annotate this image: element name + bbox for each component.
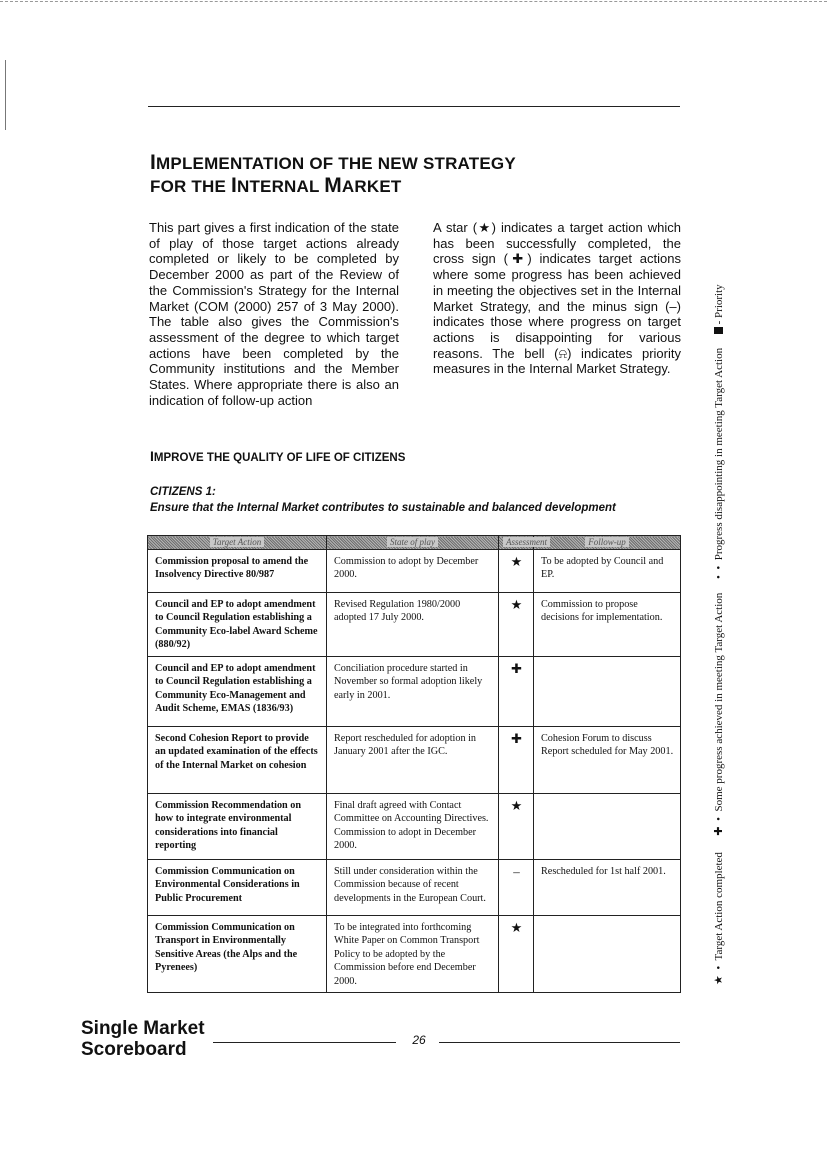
cell-assessment: ★ <box>499 794 534 860</box>
cell-action: Commission proposal to amend the Insolvency Directive 80/987 <box>148 550 327 593</box>
bell-icon <box>714 327 723 334</box>
section-heading: IMPROVE THE QUALITY OF LIFE OF CITIZENS <box>150 448 406 464</box>
legend-dot: • <box>713 811 725 824</box>
header-target-action: Target Action <box>148 536 327 550</box>
table-row <box>148 593 681 657</box>
page-title: IMPLEMENTATION OF THE NEW STRATEGY FOR THE INTERNAL MARKET <box>150 151 516 197</box>
side-legend <box>711 175 727 985</box>
cell-assessment: ✚ <box>499 657 534 727</box>
cell-state: Commission to adopt by December 2000. <box>327 550 499 593</box>
header-rule <box>148 106 680 107</box>
cell-action: Commission Recommendation on how to integrate environmental considerations into financial reporting <box>148 794 327 860</box>
legend-spacer <box>713 337 725 345</box>
citizens-label: CITIZENS 1: <box>150 486 216 498</box>
cell-assessment: ★ <box>499 550 534 593</box>
header-follow-up: Follow-up <box>534 536 681 550</box>
top-page-border <box>0 1 827 2</box>
legend-spacer <box>713 582 725 590</box>
cell-state: Still under consideration within the Commission because of recent developments in the European Court. <box>327 860 499 916</box>
legend-priority-label: Priority <box>713 284 725 318</box>
cell-followup <box>534 916 681 993</box>
legend-dot: • <box>713 960 725 973</box>
page-number: 26 <box>412 1033 426 1047</box>
footer-rule-right <box>439 1042 680 1043</box>
table-row <box>148 550 681 593</box>
footer-rule-left <box>213 1042 396 1043</box>
cell-assessment: ★ <box>499 593 534 657</box>
cell-followup: Commission to propose decisions for implementation. <box>534 593 681 657</box>
cell-state: Conciliation procedure started in November so formal adoption likely early in 2001. <box>327 657 499 727</box>
cell-state: Final draft agreed with Contact Committee on Accounting Directives. Commission to adopt in December 2000. <box>327 794 499 860</box>
table-row <box>148 860 681 916</box>
scan-mark-left <box>5 60 6 130</box>
cell-followup <box>534 657 681 727</box>
intro-left-column: This part gives a first indication of the state of play of those target actions already completed or likely to be completed by December 2000 as part of the Review of the Commission's Strategy for the Internal Market (COM (2000) 257 of 3 May 2000). The table also gives the Commission's assessment of the degree to which target actions have been completed by the Community institutions and the Member States. Where appropriate there is also an indication of follow-up action <box>149 220 399 408</box>
footer-title: Single Market Scoreboard <box>81 1018 205 1060</box>
table-header-row <box>148 536 681 550</box>
header-state-of-play: State of play <box>327 536 499 550</box>
table-row <box>148 916 681 993</box>
header-assessment: Assessment <box>499 536 534 550</box>
target-actions-table <box>147 535 681 993</box>
table-row <box>148 794 681 860</box>
cell-state: Report rescheduled for adoption in January 2001 after the IGC. <box>327 727 499 794</box>
minus-icon: • • <box>713 560 725 579</box>
star-icon: ★ <box>712 975 725 985</box>
cell-action: Council and EP to adopt amendment to Council Regulation establishing a Community Eco-label Award Scheme (880/92) <box>148 593 327 657</box>
table-row <box>148 727 681 794</box>
cell-state: Revised Regulation 1980/2000 adopted 17 July 2000. <box>327 593 499 657</box>
legend-minus-label: Progress disappointing in meeting Target Action <box>713 347 725 561</box>
cell-followup: Cohesion Forum to discuss Report scheduled for May 2001. <box>534 727 681 794</box>
cell-action: Council and EP to adopt amendment to Council Regulation establishing a Community Eco-Management and Audit Scheme, EMAS (1836/93) <box>148 657 327 727</box>
legend-cross-label: Some progress achieved in meeting Target Action <box>713 592 725 812</box>
cell-followup <box>534 794 681 860</box>
cell-followup: To be adopted by Council and EP. <box>534 550 681 593</box>
cell-state: To be integrated into forthcoming White Paper on Common Transport Policy to be adopted by the Commission before end December 2000. <box>327 916 499 993</box>
citizens-subtitle: Ensure that the Internal Market contributes to sustainable and balanced development <box>150 502 616 514</box>
legend-star-label: Target Action completed <box>713 852 725 961</box>
cell-assessment: – <box>499 860 534 916</box>
cell-assessment: ★ <box>499 916 534 993</box>
cell-followup: Rescheduled for 1st half 2001. <box>534 860 681 916</box>
intro-right-column: A star (★) indicates a target action which has been successfully completed, the cross sign (✚) indicates target actions where some progress has been achieved in meeting the objectives set in the Internal Market Strategy, and the minus sign (–) indicates those where progress on target actions is disappointing for various reasons. The bell (⍾) indicates priority measures in the Internal Market Strategy. <box>433 220 681 377</box>
cell-action: Second Cohesion Report to provide an updated examination of the effects of the Internal Market on cohesion <box>148 727 327 794</box>
cell-action: Commission Communication on Environmental Considerations in Public Procurement <box>148 860 327 916</box>
cross-icon: ✚ <box>712 826 725 836</box>
legend-dash: - <box>713 317 725 325</box>
legend-spacer <box>713 838 725 849</box>
table-row <box>148 657 681 727</box>
cell-assessment: ✚ <box>499 727 534 794</box>
cell-action: Commission Communication on Transport in Environmentally Sensitive Areas (the Alps and the Pyrenees) <box>148 916 327 993</box>
